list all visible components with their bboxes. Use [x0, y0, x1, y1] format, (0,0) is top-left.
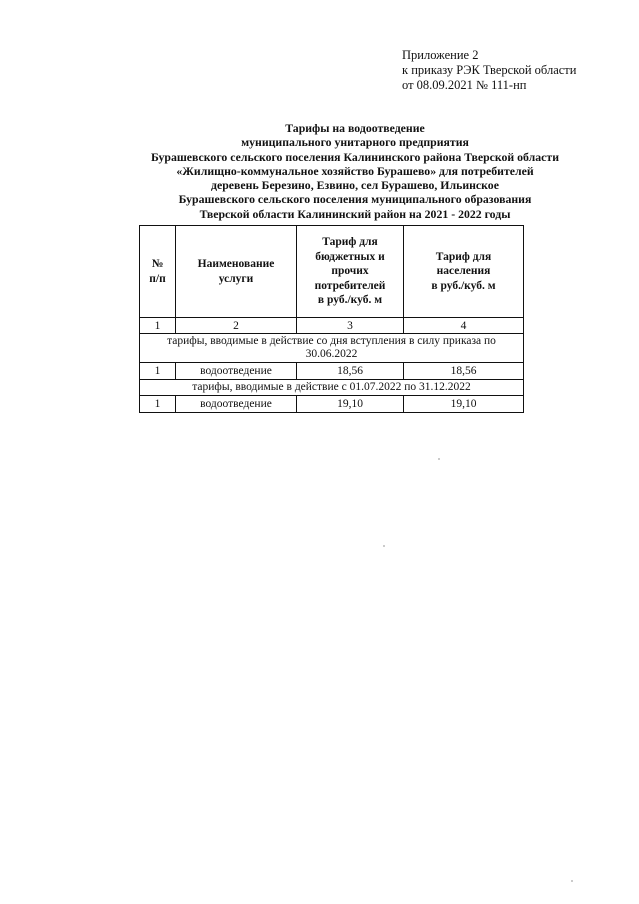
header-budget-line-4: потребителей — [314, 279, 386, 292]
scan-speck — [383, 545, 385, 547]
title-line: деревень Березино, Езвино, сел Бурашево, Ильинское — [211, 178, 499, 193]
column-number: 2 — [176, 318, 297, 334]
header-population-line-1: Тариф для — [435, 250, 492, 263]
title-line: Тверской области Калининский район на 2021 - 2022 годы — [199, 206, 511, 221]
title-line: «Жилищно-коммунальное хозяйство Бурашево» для потребителей — [176, 163, 534, 178]
tariff-table — [139, 225, 524, 413]
header-budget-line-1: Тариф для — [322, 236, 378, 249]
appendix-note — [402, 48, 576, 93]
scan-speck — [571, 880, 573, 882]
header-number-line-1: № — [151, 258, 164, 270]
section-caption: тарифы, вводимые в действие со дня вступления в силу приказа по 30.06.2022 — [140, 334, 524, 363]
header-population-line-2: населения — [436, 265, 491, 278]
header-population-tariff — [404, 226, 524, 318]
section-caption-row — [140, 334, 524, 363]
row-number: 1 — [140, 396, 176, 413]
header-service-line-1: Наименование — [197, 258, 275, 270]
header-number — [140, 226, 176, 318]
column-number: 4 — [404, 318, 524, 334]
header-budget-line-2: бюджетных и — [315, 250, 385, 263]
row-budget-tariff: 18,56 — [297, 363, 404, 380]
title-line: муниципального унитарного предприятия — [241, 135, 469, 150]
row-population-tariff: 19,10 — [404, 396, 524, 413]
row-service: водоотведение — [176, 363, 297, 380]
section-caption: тарифы, вводимые в действие с 01.07.2022 по 31.12.2022 — [140, 380, 524, 396]
header-number-line-2: п/п — [149, 272, 166, 285]
header-service-line-2: услуги — [218, 272, 254, 285]
title-line: Бурашевского сельского поселения муниципального образования — [178, 192, 532, 207]
column-number-row — [140, 318, 524, 334]
column-number: 1 — [140, 318, 176, 334]
header-budget-tariff — [297, 226, 404, 318]
appendix-line-3: от 08.09.2021 № 111-нп — [402, 78, 527, 92]
scan-speck — [438, 458, 440, 460]
column-number: 3 — [297, 318, 404, 334]
appendix-line-1: Приложение 2 — [402, 48, 479, 62]
header-service — [176, 226, 297, 318]
header-budget-line-5: в руб./куб. м — [317, 294, 383, 307]
row-budget-tariff: 19,10 — [297, 396, 404, 413]
header-budget-line-3: прочих — [331, 265, 369, 278]
row-population-tariff: 18,56 — [404, 363, 524, 380]
row-number: 1 — [140, 363, 176, 380]
document-title — [120, 121, 590, 221]
table-row — [140, 396, 524, 413]
header-population-line-3: в руб./куб. м — [431, 279, 496, 292]
section-caption-row — [140, 380, 524, 396]
table-header-row — [140, 226, 524, 318]
table-row — [140, 363, 524, 380]
title-line: Бурашевского сельского поселения Калининского района Тверской области — [150, 149, 560, 164]
row-service: водоотведение — [176, 396, 297, 413]
appendix-line-2: к приказу РЭК Тверской области — [402, 63, 577, 77]
title-line: Тарифы на водоотведение — [285, 121, 425, 135]
